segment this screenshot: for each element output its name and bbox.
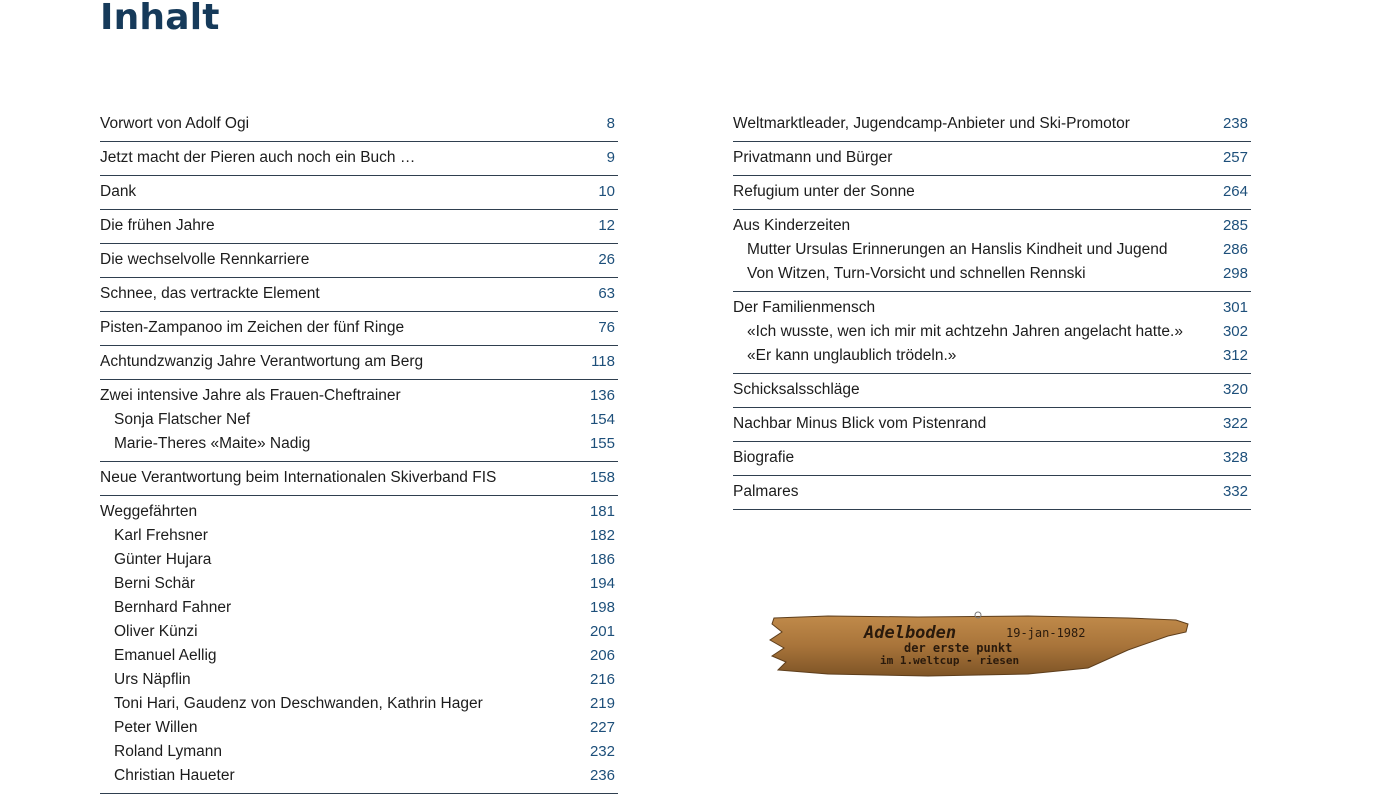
toc-subentry[interactable] (100, 764, 618, 788)
toc-entry-title: Palmares (733, 483, 799, 500)
toc-entry[interactable] (733, 112, 1251, 136)
toc-entry[interactable] (100, 500, 618, 524)
toc-group (733, 292, 1251, 374)
toc-entry[interactable] (100, 350, 618, 374)
toc-entry-title: Mutter Ursulas Erinnerungen an Hanslis Kindheit und Jugend (747, 241, 1168, 258)
toc-page-number: 238 (1222, 115, 1248, 132)
toc-page-number: 219 (589, 695, 615, 712)
toc-page-number: 332 (1222, 483, 1248, 500)
toc-page-number: 9 (606, 149, 615, 166)
toc-entry-title: Jetzt macht der Pieren auch noch ein Buch … (100, 149, 416, 166)
toc-page-number: 155 (589, 435, 615, 452)
toc-subentry[interactable] (100, 432, 618, 456)
ski-tip-image (768, 606, 1192, 686)
toc-group (733, 176, 1251, 210)
toc-subentry[interactable] (100, 716, 618, 740)
toc-entry-title: Zwei intensive Jahre als Frauen-Cheftrainer (100, 387, 401, 404)
toc-entry-title: Toni Hari, Gaudenz von Deschwanden, Kathrin Hager (114, 695, 483, 712)
toc-entry[interactable] (733, 214, 1251, 238)
toc-group (733, 108, 1251, 142)
toc-group (733, 210, 1251, 292)
toc-entry-title: Karl Frehsner (114, 527, 208, 544)
toc-entry-title: Biografie (733, 449, 795, 466)
toc-entry[interactable] (733, 446, 1251, 470)
toc-entry-title: Die wechselvolle Rennkarriere (100, 251, 310, 268)
toc-page-number: 227 (589, 719, 615, 736)
toc-subentry[interactable] (100, 740, 618, 764)
toc-subentry[interactable] (733, 320, 1251, 344)
toc-page-number: 154 (589, 411, 615, 428)
toc-entry-title: Schnee, das vertrackte Element (100, 285, 320, 302)
toc-page-number: 320 (1222, 381, 1248, 398)
toc-entry-title: Der Familienmensch (733, 299, 876, 316)
toc-subentry[interactable] (100, 596, 618, 620)
toc-page-number: 26 (598, 251, 615, 268)
toc-group (100, 108, 618, 142)
toc-entry-title: Emanuel Aellig (114, 647, 217, 664)
toc-entry[interactable] (733, 378, 1251, 402)
toc-group (100, 380, 618, 462)
toc-page-number: 76 (598, 319, 615, 336)
toc-group (100, 496, 618, 794)
toc-page-number: 298 (1222, 265, 1248, 282)
toc-entry[interactable] (100, 316, 618, 340)
toc-entry[interactable] (100, 248, 618, 272)
toc-page-number: 216 (589, 671, 615, 688)
toc-group (733, 408, 1251, 442)
artifact-text-line3: im 1.weltcup - riesen (880, 654, 1020, 667)
toc-entry[interactable] (100, 146, 618, 170)
toc-column-left (100, 108, 618, 794)
artifact-text-line2: der erste punkt (904, 641, 1013, 655)
toc-page-number: 264 (1222, 183, 1248, 200)
toc-page-number: 312 (1222, 347, 1248, 364)
toc-entry[interactable] (733, 146, 1251, 170)
toc-page-number: 136 (589, 387, 615, 404)
toc-page-number: 63 (598, 285, 615, 302)
toc-entry-title: Urs Näpflin (114, 671, 191, 688)
toc-page-number: 322 (1222, 415, 1248, 432)
toc-group (100, 176, 618, 210)
toc-entry-title: Peter Willen (114, 719, 198, 736)
toc-subentry[interactable] (733, 262, 1251, 286)
toc-group (733, 476, 1251, 510)
toc-page-number: 302 (1222, 323, 1248, 340)
toc-page-number: 194 (589, 575, 615, 592)
toc-entry[interactable] (100, 180, 618, 204)
toc-entry-title: Berni Schär (114, 575, 195, 592)
toc-entry[interactable] (100, 112, 618, 136)
toc-subentry[interactable] (733, 238, 1251, 262)
toc-page-number: 328 (1222, 449, 1248, 466)
toc-entry-title: Nachbar Minus Blick vom Pistenrand (733, 415, 987, 432)
toc-entry-title: Die frühen Jahre (100, 217, 215, 234)
toc-page-number: 206 (589, 647, 615, 664)
toc-entry-title: Oliver Künzi (114, 623, 198, 640)
artifact-text-place: Adelboden (864, 623, 957, 643)
toc-page-number: 301 (1222, 299, 1248, 316)
toc-group (100, 346, 618, 380)
toc-entry-title: Aus Kinderzeiten (733, 217, 851, 234)
toc-group (733, 442, 1251, 476)
toc-page-number: 286 (1222, 241, 1248, 258)
toc-entry[interactable] (733, 412, 1251, 436)
toc-group (100, 462, 618, 496)
toc-entry-title: Neue Verantwortung beim Internationalen Skiverband FIS (100, 469, 497, 486)
ski-tip-artifact (768, 606, 1192, 691)
toc-group (733, 374, 1251, 408)
toc-entry-title: Von Witzen, Turn-Vorsicht und schnellen Rennski (747, 265, 1086, 282)
toc-entry-title: Vorwort von Adolf Ogi (100, 115, 250, 132)
toc-entry-title: «Ich wusste, wen ich mir mit achtzehn Jahren angelacht hatte.» (747, 323, 1183, 340)
artifact-text-date: 19-jan-1982 (1006, 626, 1086, 640)
toc-entry[interactable] (733, 180, 1251, 204)
toc-page-number: 186 (589, 551, 615, 568)
toc-entry-title: Marie-Theres «Maite» Nadig (114, 435, 311, 452)
toc-page-number: 181 (589, 503, 615, 520)
toc-entry-title: «Er kann unglaublich trödeln.» (747, 347, 957, 364)
toc-subentry[interactable] (100, 408, 618, 432)
toc-group (100, 278, 618, 312)
toc-subentry[interactable] (100, 692, 618, 716)
toc-entry[interactable] (733, 480, 1251, 504)
toc-entry-title: Günter Hujara (114, 551, 212, 568)
toc-subentry[interactable] (100, 548, 618, 572)
toc-page-number: 201 (589, 623, 615, 640)
toc-entry-title: Refugium unter der Sonne (733, 183, 915, 200)
toc-entry-title: Achtundzwanzig Jahre Verantwortung am Berg (100, 353, 424, 370)
toc-page-number: 257 (1222, 149, 1248, 166)
toc-subentry[interactable] (100, 572, 618, 596)
toc-page-number: 182 (589, 527, 615, 544)
toc-group (733, 142, 1251, 176)
toc-subentry[interactable] (100, 668, 618, 692)
toc-entry[interactable] (100, 214, 618, 238)
toc-group (100, 210, 618, 244)
page-title: Inhalt (100, 0, 220, 38)
toc-page-number: 198 (589, 599, 615, 616)
toc-entry-title: Schicksalsschläge (733, 381, 860, 398)
toc-entry-title: Bernhard Fahner (114, 599, 232, 616)
toc-subentry[interactable] (100, 524, 618, 548)
toc-page-number: 158 (589, 469, 615, 486)
toc-group (100, 312, 618, 346)
toc-column-right (733, 108, 1251, 510)
toc-page-number: 285 (1222, 217, 1248, 234)
toc-page-number: 12 (598, 217, 615, 234)
toc-subentry[interactable] (100, 620, 618, 644)
toc-entry-title: Sonja Flatscher Nef (114, 411, 251, 428)
toc-page-number: 8 (606, 115, 615, 132)
toc-entry[interactable] (100, 384, 618, 408)
toc-group (100, 142, 618, 176)
toc-entry[interactable] (100, 282, 618, 306)
toc-subentry[interactable] (733, 344, 1251, 368)
toc-subentry[interactable] (100, 644, 618, 668)
toc-group (100, 244, 618, 278)
toc-page-number: 118 (591, 353, 615, 370)
toc-entry-title: Dank (100, 183, 137, 200)
toc-entry-title: Pisten-Zampanoo im Zeichen der fünf Ringe (100, 319, 405, 336)
toc-entry-title: Weggefährten (100, 503, 198, 520)
toc-page-number: 10 (598, 183, 615, 200)
toc-entry-title: Roland Lymann (114, 743, 222, 760)
toc-entry-title: Christian Haueter (114, 767, 235, 784)
toc-entry[interactable] (733, 296, 1251, 320)
toc-entry-title: Weltmarktleader, Jugendcamp-Anbieter und Ski-Promotor (733, 115, 1130, 132)
toc-entry-title: Privatmann und Bürger (733, 149, 893, 166)
toc-page-number: 232 (589, 743, 615, 760)
toc-page-number: 236 (589, 767, 615, 784)
toc-entry[interactable] (100, 466, 618, 490)
